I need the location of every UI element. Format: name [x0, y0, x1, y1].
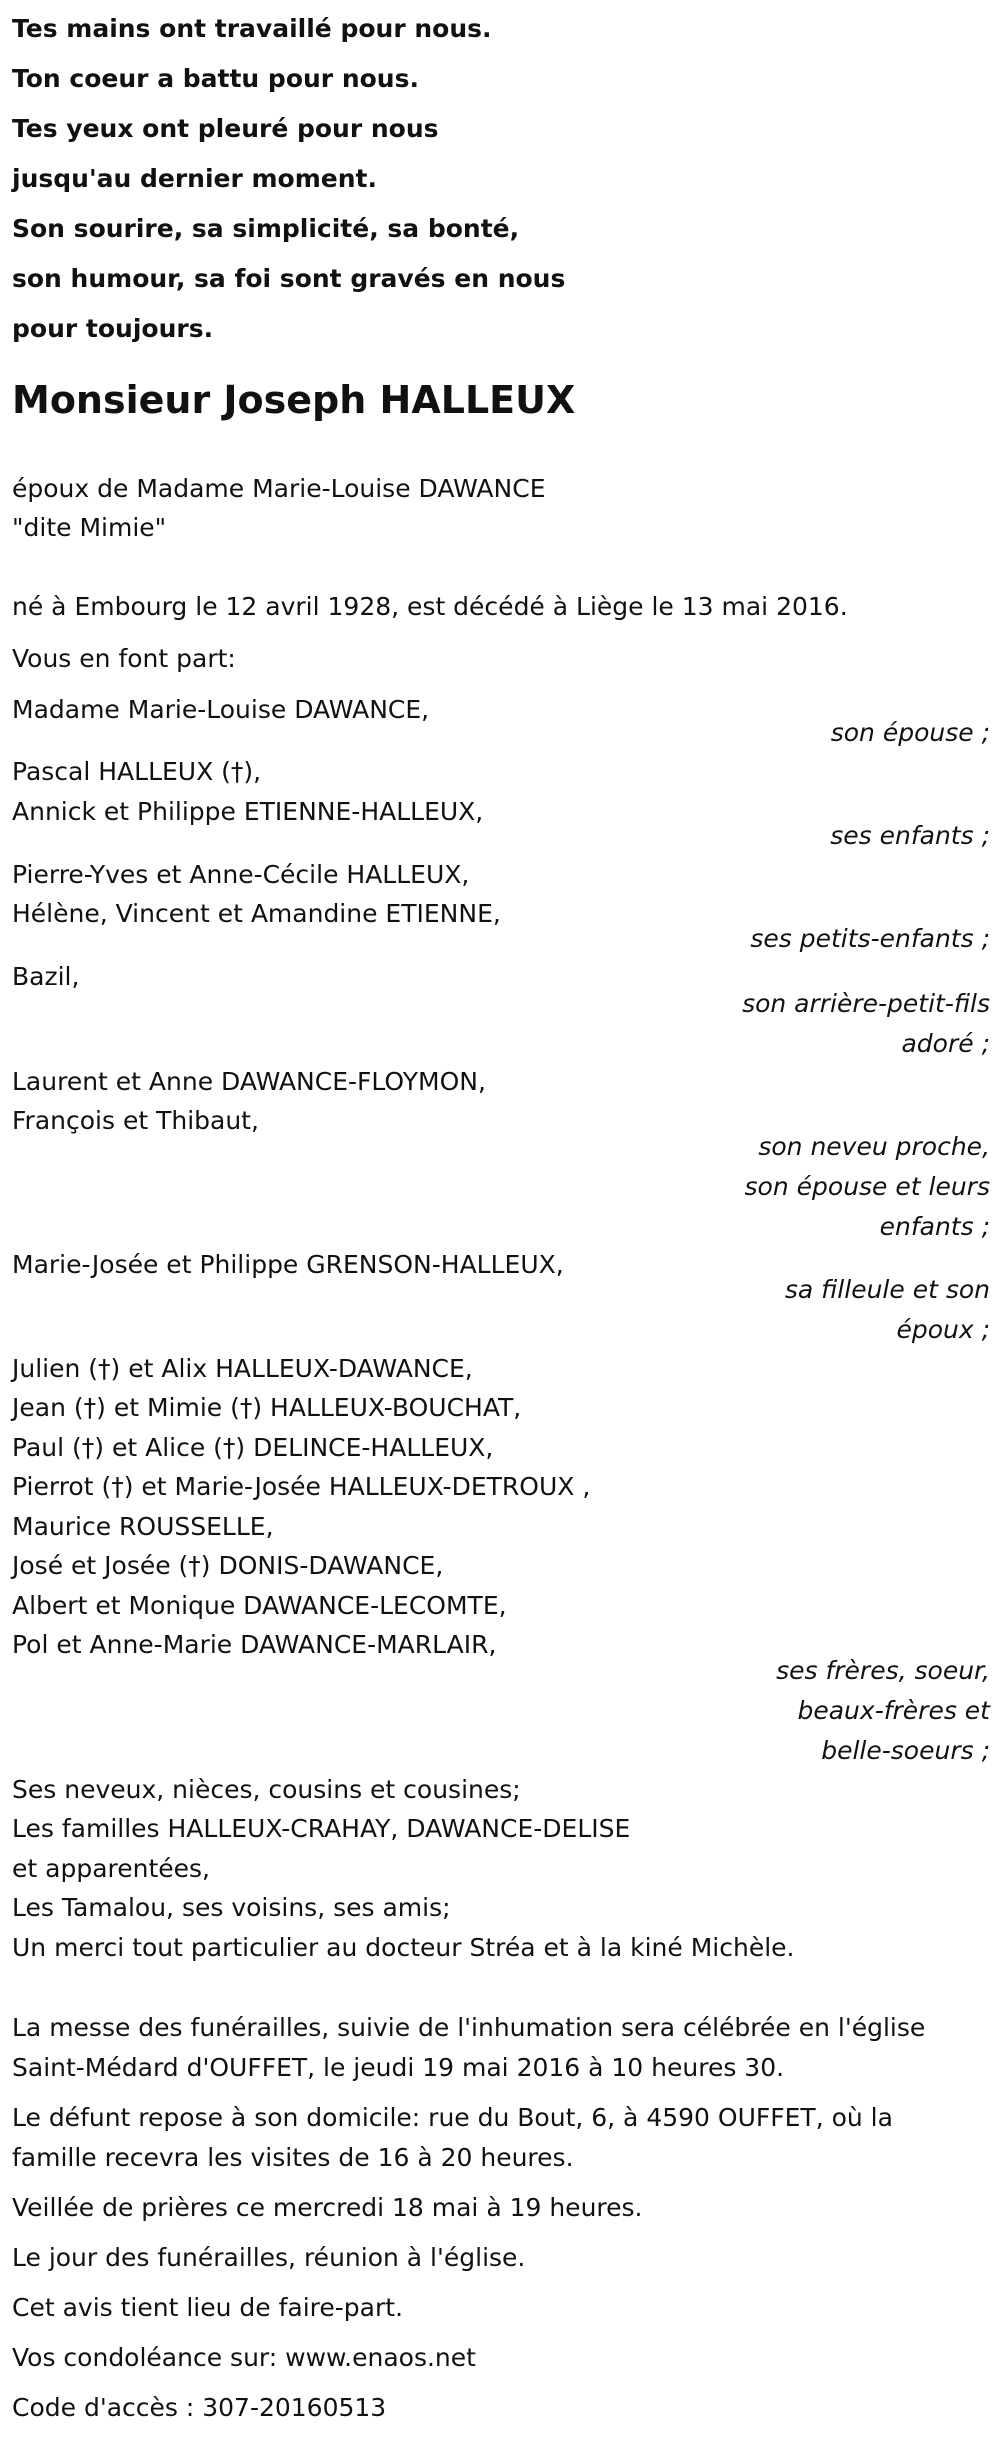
relation-label: enfants ; — [879, 1212, 990, 1241]
thanks-line: Un merci tout particulier au docteur Stréa et à la kiné Michèle. — [12, 1933, 795, 1962]
family-member: Pierre-Yves et Anne-Cécile HALLEUX, — [12, 860, 470, 889]
spouse-nickname: "dite Mimie" — [12, 513, 167, 542]
birth-death-line: né à Embourg le 12 avril 1928, est décédé à Liège le 13 mai 2016. — [12, 592, 848, 621]
mass-line: La messe des funérailles, suivie de l'inhumation sera célébrée en l'église — [12, 2013, 926, 2042]
relation-label: ses frères, soeur, — [776, 1656, 990, 1685]
family-member: Pascal HALLEUX (†), — [12, 757, 262, 786]
family-member: Albert et Monique DAWANCE-LECOMTE, — [12, 1591, 507, 1620]
meeting-line: Le jour des funérailles, réunion à l'église. — [12, 2243, 526, 2272]
others-line: Ses neveux, nièces, cousins et cousines; — [12, 1775, 521, 1804]
family-member: Hélène, Vincent et Amandine ETIENNE, — [12, 899, 501, 928]
relation-label: ses petits-enfants ; — [750, 924, 990, 953]
family-member: François et Thibaut, — [12, 1106, 259, 1135]
family-member: Maurice ROUSSELLE, — [12, 1512, 274, 1541]
family-member: José et Josée (†) DONIS-DAWANCE, — [12, 1551, 444, 1580]
family-member: Pol et Anne-Marie DAWANCE-MARLAIR, — [12, 1630, 497, 1659]
relation-label: adoré ; — [901, 1029, 990, 1058]
relation-label: belle-soeurs ; — [821, 1736, 990, 1765]
others-line: et apparentées, — [12, 1854, 210, 1883]
deceased-name: Monsieur Joseph HALLEUX — [12, 378, 576, 422]
rest-line: famille recevra les visites de 16 à 20 heures. — [12, 2143, 574, 2172]
family-member: Laurent et Anne DAWANCE-FLOYMON, — [12, 1067, 486, 1096]
others-line: Les Tamalou, ses voisins, ses amis; — [12, 1893, 451, 1922]
rest-line: Le défunt repose à son domicile: rue du Bout, 6, à 4590 OUFFET, où la — [12, 2103, 893, 2132]
poem-line: Tes yeux ont pleuré pour nous — [12, 114, 439, 143]
poem-line: pour toujours. — [12, 314, 214, 343]
notice-line: Cet avis tient lieu de faire-part. — [12, 2293, 404, 2322]
poem-line: Tes mains ont travaillé pour nous. — [12, 14, 492, 43]
relation-label: époux ; — [896, 1315, 990, 1344]
poem — [12, 4, 565, 354]
poem-line: son humour, sa foi sont gravés en nous — [12, 264, 566, 293]
family-member: Paul (†) et Alice (†) DELINCE-HALLEUX, — [12, 1433, 494, 1462]
family-member: Jean (†) et Mimie (†) HALLEUX-BOUCHAT, — [12, 1393, 522, 1422]
mass-line: Saint-Médard d'OUFFET, le jeudi 19 mai 2016 à 10 heures 30. — [12, 2053, 785, 2082]
poem-line: jusqu'au dernier moment. — [12, 164, 377, 193]
relation-label: son épouse et leurs — [744, 1172, 990, 1201]
relation-label: son arrière-petit-fils — [742, 989, 990, 1018]
spouse-line: époux de Madame Marie-Louise DAWANCE — [12, 474, 546, 503]
relation-label: sa filleule et son — [784, 1275, 990, 1304]
relation-label: ses enfants ; — [830, 821, 990, 850]
family-member: Julien (†) et Alix HALLEUX-DAWANCE, — [12, 1354, 473, 1383]
relation-label: beaux-frères et — [797, 1696, 990, 1725]
poem-line: Son sourire, sa simplicité, sa bonté, — [12, 214, 520, 243]
poem-line: Ton coeur a battu pour nous. — [12, 64, 419, 93]
relation-label: son épouse ; — [830, 718, 990, 747]
family-member: Marie-Josée et Philippe GRENSON-HALLEUX, — [12, 1250, 564, 1279]
others-line: Les familles HALLEUX-CRAHAY, DAWANCE-DELISE — [12, 1814, 631, 1843]
condolences-line: Vos condoléance sur: www.enaos.net — [12, 2343, 476, 2372]
access-code-line: Code d'accès : 307-20160513 — [12, 2393, 387, 2422]
relation-label: son neveu proche, — [758, 1132, 990, 1161]
intro-line: Vous en font part: — [12, 644, 236, 673]
family-member: Annick et Philippe ETIENNE-HALLEUX, — [12, 797, 484, 826]
family-member: Pierrot (†) et Marie-Josée HALLEUX-DETROUX , — [12, 1472, 591, 1501]
family-member: Madame Marie-Louise DAWANCE, — [12, 695, 430, 724]
vigil-line: Veillée de prières ce mercredi 18 mai à 19 heures. — [12, 2193, 643, 2222]
family-member: Bazil, — [12, 962, 80, 991]
